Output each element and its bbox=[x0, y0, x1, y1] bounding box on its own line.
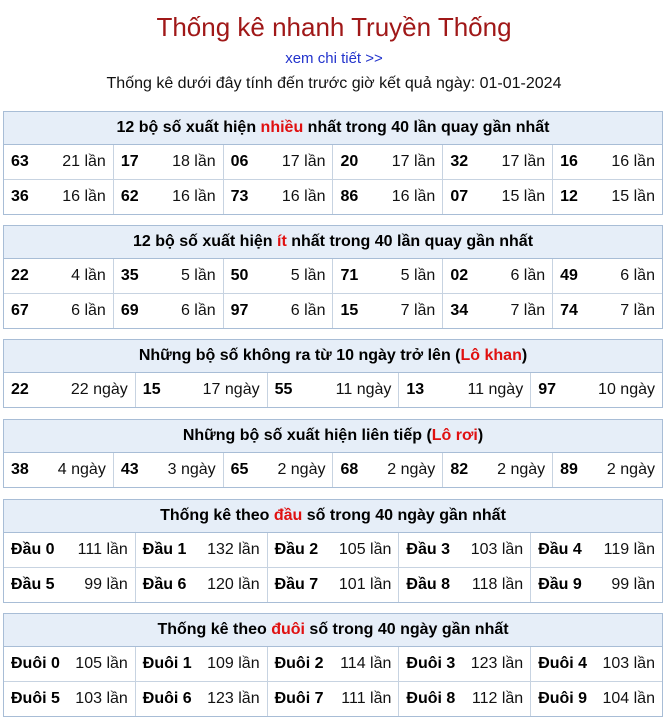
stat-cell bbox=[4, 682, 136, 716]
stat-cell bbox=[531, 568, 662, 602]
stat-cell bbox=[4, 647, 136, 681]
section-lo-roi bbox=[3, 419, 663, 488]
stat-count: 5 lần bbox=[180, 267, 216, 284]
stat-cell bbox=[136, 647, 268, 681]
stat-count: 22 ngày bbox=[70, 381, 128, 398]
stat-cell bbox=[531, 682, 662, 716]
stat-cell bbox=[114, 259, 224, 293]
stat-number: Đầu 4 bbox=[538, 541, 582, 558]
stat-cell bbox=[399, 682, 531, 716]
stat-number: 73 bbox=[230, 188, 249, 205]
stat-count: 15 lần bbox=[501, 188, 546, 205]
stat-cell bbox=[268, 647, 400, 681]
table-row bbox=[4, 453, 662, 487]
stat-cell bbox=[443, 180, 553, 214]
stat-number: 68 bbox=[340, 461, 359, 478]
stat-cell bbox=[136, 533, 268, 567]
stat-cell bbox=[268, 568, 400, 602]
stat-count: 112 lần bbox=[471, 690, 524, 707]
stat-number: 13 bbox=[406, 381, 425, 398]
stat-count: 11 ngày bbox=[335, 381, 392, 398]
date-note: Thống kê dưới đây tính đến trước giờ kết quả ngày: 01-01-2024 bbox=[106, 75, 562, 92]
stat-number: 20 bbox=[340, 153, 359, 170]
section-title-highlight: Lô rơi bbox=[431, 427, 478, 444]
stat-count: 99 lần bbox=[84, 576, 128, 593]
stat-number: 35 bbox=[120, 267, 139, 284]
stat-cell bbox=[114, 294, 224, 328]
stat-number: 17 bbox=[120, 153, 139, 170]
stat-count: 101 lần bbox=[338, 576, 392, 593]
section-title-text: ) bbox=[477, 427, 484, 444]
stat-count: 119 lần bbox=[603, 541, 655, 558]
stat-count: 3 ngày bbox=[167, 461, 216, 478]
stat-count: 4 ngày bbox=[57, 461, 106, 478]
table-row bbox=[4, 567, 662, 602]
stat-cell bbox=[399, 647, 531, 681]
stat-cell bbox=[553, 145, 662, 179]
stat-count: 16 lần bbox=[391, 188, 436, 205]
stat-count: 11 ngày bbox=[467, 381, 524, 398]
stat-count: 21 lần bbox=[62, 153, 106, 170]
stat-count: 118 lần bbox=[471, 576, 524, 593]
section-title-text: Thống kê theo bbox=[160, 507, 274, 524]
stat-count: 104 lần bbox=[602, 690, 655, 707]
stat-count: 6 lần bbox=[290, 302, 326, 319]
section-title-highlight: nhiều bbox=[260, 119, 304, 136]
stat-count: 103 lần bbox=[75, 690, 128, 707]
stat-number: Đầu 8 bbox=[406, 576, 450, 593]
stat-count: 17 ngày bbox=[202, 381, 260, 398]
stat-cell bbox=[114, 145, 224, 179]
stat-count: 6 lần bbox=[510, 267, 546, 284]
stat-number: 15 bbox=[142, 381, 161, 398]
stat-count: 6 lần bbox=[71, 302, 106, 319]
stat-number: 07 bbox=[450, 188, 469, 205]
section-title-text: nhất trong 40 lần quay gần nhất bbox=[286, 233, 534, 250]
stat-count: 109 lần bbox=[207, 655, 260, 672]
stat-cell bbox=[224, 145, 334, 179]
stat-count: 132 lần bbox=[207, 541, 260, 558]
stat-cell bbox=[333, 145, 443, 179]
stat-cell bbox=[136, 682, 268, 716]
stat-cell bbox=[443, 259, 553, 293]
stat-cell bbox=[399, 373, 531, 407]
stat-number: 69 bbox=[120, 302, 139, 319]
table-row bbox=[4, 533, 662, 567]
stat-count: 5 lần bbox=[400, 267, 436, 284]
stat-number: Đuôi 2 bbox=[274, 655, 324, 672]
stat-count: 17 lần bbox=[501, 153, 546, 170]
stat-cell bbox=[224, 453, 334, 487]
stat-cell bbox=[4, 294, 114, 328]
stat-count: 6 lần bbox=[180, 302, 216, 319]
stat-number: 55 bbox=[274, 381, 293, 398]
stat-cell bbox=[443, 453, 553, 487]
stat-number: Đầu 6 bbox=[142, 576, 187, 593]
stat-count: 2 ngày bbox=[387, 461, 436, 478]
table-row bbox=[4, 145, 662, 179]
stat-number: Đầu 3 bbox=[406, 541, 450, 558]
stat-cell bbox=[268, 682, 400, 716]
section-title-text: 12 bộ số xuất hiện bbox=[116, 119, 261, 136]
section-lo-khan bbox=[3, 339, 663, 408]
table-row bbox=[4, 647, 662, 681]
section-title-text: số trong 40 ngày gần nhất bbox=[304, 621, 509, 638]
stat-cell bbox=[443, 145, 553, 179]
stat-number: Đuôi 5 bbox=[11, 690, 60, 707]
stat-cell bbox=[4, 533, 136, 567]
stat-number: 15 bbox=[340, 302, 359, 319]
stat-number: 50 bbox=[230, 267, 249, 284]
table-row bbox=[4, 681, 662, 716]
section-title-text: ) bbox=[521, 347, 528, 364]
stat-cell bbox=[553, 180, 662, 214]
stat-count: 2 ngày bbox=[606, 461, 655, 478]
stat-count: 7 lần bbox=[510, 302, 546, 319]
section-title-text: 12 bộ số xuất hiện bbox=[132, 233, 277, 250]
stat-cell bbox=[531, 533, 662, 567]
stat-cell bbox=[4, 259, 114, 293]
stat-cell bbox=[333, 294, 443, 328]
stat-number: Đuôi 7 bbox=[274, 690, 324, 707]
stat-count: 123 lần bbox=[207, 690, 260, 707]
section-title-text: Những bộ số không ra từ 10 ngày trở lên ( bbox=[138, 347, 461, 364]
stat-number: Đuôi 4 bbox=[538, 655, 588, 672]
page-header bbox=[0, 0, 668, 95]
stat-count: 7 lần bbox=[620, 302, 655, 319]
table-row bbox=[4, 373, 662, 407]
stat-number: Đầu 9 bbox=[538, 576, 582, 593]
stat-number: 22 bbox=[11, 381, 29, 398]
stat-number: Đuôi 6 bbox=[142, 690, 192, 707]
stat-count: 17 lần bbox=[391, 153, 436, 170]
section-title-text: Thống kê theo bbox=[157, 621, 272, 638]
stat-cell bbox=[443, 294, 553, 328]
stat-count: 114 lần bbox=[340, 655, 392, 672]
stat-cell bbox=[531, 373, 662, 407]
stat-number: Đầu 1 bbox=[142, 541, 187, 558]
table-row bbox=[4, 259, 662, 293]
view-details-link[interactable]: xem chi tiết >> bbox=[285, 50, 383, 67]
stat-cell bbox=[553, 294, 662, 328]
stat-cell bbox=[114, 180, 224, 214]
stat-number: 12 bbox=[560, 188, 578, 205]
stat-cell bbox=[553, 453, 662, 487]
stat-number: 67 bbox=[11, 302, 29, 319]
stat-count: 16 lần bbox=[281, 188, 326, 205]
stat-cell bbox=[224, 259, 334, 293]
stat-number: 97 bbox=[230, 302, 249, 319]
stat-number: Đuôi 9 bbox=[538, 690, 588, 707]
stat-cell bbox=[268, 373, 400, 407]
stat-number: 97 bbox=[538, 381, 556, 398]
stat-number: Đuôi 0 bbox=[11, 655, 60, 672]
stat-count: 99 lần bbox=[611, 576, 655, 593]
stat-cell bbox=[333, 453, 443, 487]
stat-number: 71 bbox=[340, 267, 359, 284]
section-title-highlight: ít bbox=[277, 233, 287, 250]
stat-number: 16 bbox=[560, 153, 578, 170]
stat-count: 10 ngày bbox=[598, 381, 655, 398]
stat-count: 16 lần bbox=[172, 188, 216, 205]
stat-cell bbox=[4, 145, 114, 179]
stat-number: 06 bbox=[230, 153, 249, 170]
stat-number: 22 bbox=[11, 267, 29, 284]
stat-count: 2 ngày bbox=[277, 461, 326, 478]
stat-number: 49 bbox=[560, 267, 578, 284]
section-title-highlight: đuôi bbox=[271, 621, 305, 638]
stat-cell bbox=[399, 533, 531, 567]
stat-count: 105 lần bbox=[338, 541, 392, 558]
stat-cell bbox=[399, 568, 531, 602]
stat-number: 62 bbox=[120, 188, 139, 205]
stat-count: 103 lần bbox=[602, 655, 655, 672]
section-title bbox=[4, 614, 662, 647]
stat-number: 82 bbox=[450, 461, 469, 478]
section-title bbox=[4, 500, 662, 533]
stat-number: Đuôi 3 bbox=[406, 655, 456, 672]
stat-count: 17 lần bbox=[281, 153, 326, 170]
stat-count: 103 lần bbox=[470, 541, 524, 558]
section-tail-digit bbox=[3, 613, 663, 717]
stat-cell bbox=[224, 180, 334, 214]
stat-cell bbox=[333, 259, 443, 293]
stat-count: 16 lần bbox=[62, 188, 106, 205]
stat-number: 38 bbox=[11, 461, 29, 478]
stat-count: 2 ngày bbox=[497, 461, 546, 478]
stat-count: 18 lần bbox=[172, 153, 216, 170]
table-row bbox=[4, 179, 662, 214]
stat-number: 02 bbox=[450, 267, 469, 284]
stat-count: 105 lần bbox=[75, 655, 128, 672]
section-title bbox=[4, 112, 662, 145]
stat-count: 7 lần bbox=[400, 302, 436, 319]
section-least-frequent bbox=[3, 225, 663, 329]
stat-cell bbox=[136, 568, 268, 602]
stat-count: 111 lần bbox=[341, 690, 392, 707]
stat-count: 123 lần bbox=[470, 655, 524, 672]
section-title bbox=[4, 340, 662, 373]
stat-count: 5 lần bbox=[290, 267, 326, 284]
stat-number: 86 bbox=[340, 188, 359, 205]
table-row bbox=[4, 293, 662, 328]
stat-count: 16 lần bbox=[611, 153, 655, 170]
stat-number: Đầu 2 bbox=[274, 541, 319, 558]
stat-number: 74 bbox=[560, 302, 578, 319]
section-most-frequent bbox=[3, 111, 663, 215]
stat-cell bbox=[268, 533, 400, 567]
stat-number: Đầu 7 bbox=[274, 576, 319, 593]
section-title-text: nhất trong 40 lần quay gần nhất bbox=[303, 119, 550, 136]
stat-cell bbox=[4, 373, 136, 407]
stat-cell bbox=[114, 453, 224, 487]
stat-number: Đầu 5 bbox=[11, 576, 55, 593]
stat-cell bbox=[4, 180, 114, 214]
section-title-text: Những bộ số xuất hiện liên tiếp ( bbox=[182, 427, 432, 444]
stat-number: 34 bbox=[450, 302, 469, 319]
stat-count: 15 lần bbox=[611, 188, 655, 205]
section-head-digit bbox=[3, 499, 663, 603]
section-title-text: số trong 40 ngày gần nhất bbox=[302, 507, 506, 524]
stat-cell bbox=[224, 294, 334, 328]
stat-count: 6 lần bbox=[620, 267, 655, 284]
section-title bbox=[4, 226, 662, 259]
stat-count: 4 lần bbox=[71, 267, 106, 284]
stat-number: 43 bbox=[120, 461, 139, 478]
page-title: Thống kê nhanh Truyền Thống bbox=[156, 12, 512, 42]
section-title bbox=[4, 420, 662, 453]
stat-number: Đuôi 1 bbox=[142, 655, 192, 672]
stat-cell bbox=[333, 180, 443, 214]
stat-number: 32 bbox=[450, 153, 469, 170]
stat-cell bbox=[553, 259, 662, 293]
stat-number: 89 bbox=[560, 461, 578, 478]
stat-number: 36 bbox=[11, 188, 29, 205]
stat-number: 63 bbox=[11, 153, 29, 170]
stat-cell bbox=[136, 373, 268, 407]
stat-count: 111 lần bbox=[77, 541, 128, 558]
section-title-highlight: Lô khan bbox=[460, 347, 522, 364]
stat-cell bbox=[531, 647, 662, 681]
stat-number: Đuôi 8 bbox=[406, 690, 456, 707]
stat-number: 65 bbox=[230, 461, 249, 478]
section-title-highlight: đầu bbox=[273, 507, 303, 524]
stat-cell bbox=[4, 568, 136, 602]
stat-count: 120 lần bbox=[207, 576, 260, 593]
stat-cell bbox=[4, 453, 114, 487]
stat-number: Đầu 0 bbox=[11, 541, 55, 558]
